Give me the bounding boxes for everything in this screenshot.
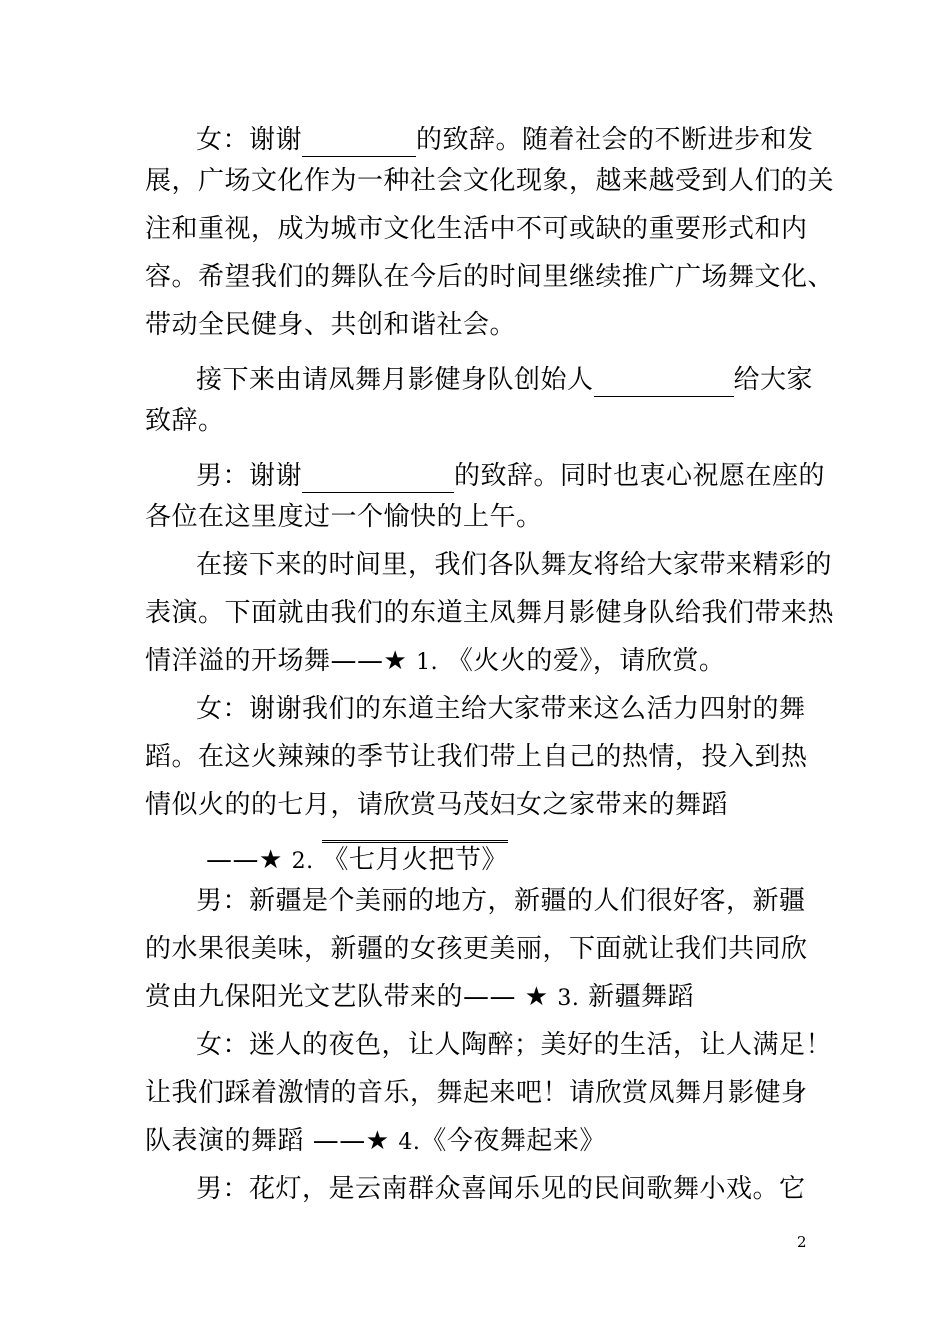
program-title: 《七月火把节》	[322, 840, 508, 877]
program-number: 3.	[557, 986, 580, 1011]
paragraph-line: 男：花灯，是云南群众喜闻乐见的民间歌舞小戏。它	[196, 1174, 806, 1204]
name-blank	[302, 452, 454, 493]
paragraph-line: 让我们踩着激情的音乐，舞起来吧！请欣赏凤舞月影健身	[145, 1078, 808, 1108]
paragraph-line	[196, 116, 876, 155]
paragraph-line: 的水果很美味，新疆的女孩更美丽，下面就让我们共同欣	[145, 934, 808, 964]
speaker-text: 女：谢谢	[196, 125, 303, 155]
paragraph-line: 带动全民健身、共创和谐社会。	[145, 310, 517, 340]
page-number: 2	[797, 1233, 807, 1251]
paragraph-line: 蹈。在这火辣辣的季节让我们带上自己的热情，投入到热	[145, 742, 808, 772]
program-line: 队表演的舞蹈 ——★ 4.《今夜舞起来》	[145, 1126, 606, 1156]
program-title: 新疆舞蹈	[588, 982, 695, 1012]
paragraph-line: 展，广场文化作为一种社会文化现象，越来越受到人们的关	[145, 166, 835, 196]
paragraph-line: 情似火的的七月，请欣赏马茂妇女之家带来的舞蹈	[145, 790, 729, 820]
paragraph-line: 女：谢谢我们的东道主给大家带来这么活力四射的舞	[196, 694, 806, 724]
paragraph-line: 女：迷人的夜色，让人陶醉；美好的生活，让人满足！	[196, 1030, 833, 1060]
paragraph-line: 注和重视，成为城市文化生活中不可或缺的重要形式和内	[145, 214, 808, 244]
program-title: 《今夜舞起来》	[420, 1126, 606, 1156]
program-number: 2.	[291, 849, 314, 874]
paragraph-line: 致辞。	[145, 406, 225, 436]
name-blank	[594, 356, 734, 397]
paragraph-line: 在接下来的时间里，我们各队舞友将给大家带来精彩的	[196, 550, 833, 580]
program-number: 4.	[398, 1130, 421, 1155]
line-text: 的致辞。随着社会的不断进步和发	[416, 125, 814, 155]
program-title: 《火火的爱》，请欣赏。	[446, 646, 726, 676]
paragraph-line: 接下来由请凤舞月影健身队创始人 给大家	[196, 356, 876, 390]
program-number: 1.	[416, 650, 439, 675]
program-line: 情洋溢的开场舞——★ 1. 《火火的爱》，请欣赏。	[145, 646, 726, 676]
program-line: 赏由九保阳光文艺队带来的—— ★ 3. 新疆舞蹈	[145, 982, 695, 1012]
speaker-text: 男：谢谢	[196, 461, 303, 491]
name-blank	[302, 116, 416, 157]
paragraph-line: 男：新疆是个美丽的地方，新疆的人们很好客，新疆	[196, 886, 806, 916]
paragraph-line: 表演。下面就由我们的东道主凤舞月影健身队给我们带来热	[145, 598, 835, 628]
paragraph-line: 各位在这里度过一个愉快的上午。	[145, 502, 543, 532]
paragraph-line: 男：谢谢 的致辞。同时也衷心祝愿在座的	[196, 452, 876, 486]
program-line: ——★ 2. 《七月火把节》	[206, 840, 886, 874]
paragraph-line: 容。希望我们的舞队在今后的时间里继续推广广场舞文化、	[145, 262, 835, 292]
